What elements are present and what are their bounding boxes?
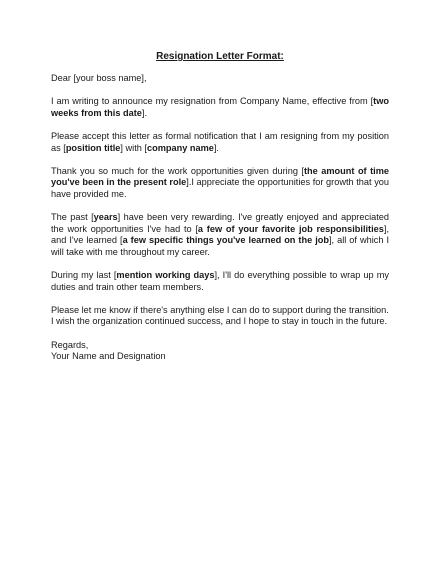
text-segment: ] have been very rewarding. I've greatly enjoyed and appreciated the work opportunities I've had to [ [51,212,389,234]
letter-body [51,73,389,374]
text-segment: ], I'll do everything possible to wrap up my duties and train other team members. [51,270,389,292]
placeholder-lessons-learned: a few specific things you've learned on the job [122,235,329,246]
paragraph-experience [51,212,389,258]
placeholder-years: years [93,212,118,223]
text-segment: I am writing to announce my resignation from Company Name, effective from [ [51,96,374,107]
paragraph-thanks [51,166,389,201]
paragraph-transition [51,270,389,293]
text-segment: ], and I've learned [ [51,223,389,246]
placeholder-time-in-role: the amount of time you've been in the present role [51,165,389,188]
paragraph-support-line-2: I wish the organization continued success, and I hope to stay in touch in the future. [51,316,388,327]
placeholder-effective-date: two weeks from this date [51,96,389,118]
text-segment: ].I appreciate the opportunities for growth that you have provided me. [51,177,390,199]
letter-title: Resignation Letter Format: [156,51,284,62]
paragraph-announcement [51,96,389,119]
text-segment: ], all of which I will take with me throughout my career. [51,235,389,257]
placeholder-company-name: company name [146,142,214,153]
signature: Your Name and Designation [51,351,166,362]
placeholder-working-days: mention working days [116,270,215,281]
text-segment: During my last [ [51,270,117,281]
text-segment: ] with [ [120,142,147,153]
placeholder-responsibilities: a few of your favorite job responsibilities [197,223,384,234]
text-segment: ]. [141,107,147,118]
paragraph-notification [51,131,389,154]
text-segment: ]. [213,142,219,153]
closing: Regards, [51,339,89,350]
text-segment: The past [ [51,212,94,223]
text-segment: Thank you so much for the work opportunities given during [ [51,165,304,176]
paragraph-support-line-1: Please let me know if there's anything else I can do to support during the transition. [51,304,389,315]
placeholder-position-title: position title [65,142,121,153]
text-segment: Please accept this letter as formal notification that I am resigning from my position as [ [51,130,389,153]
greeting: Dear [your boss name], [51,73,147,83]
